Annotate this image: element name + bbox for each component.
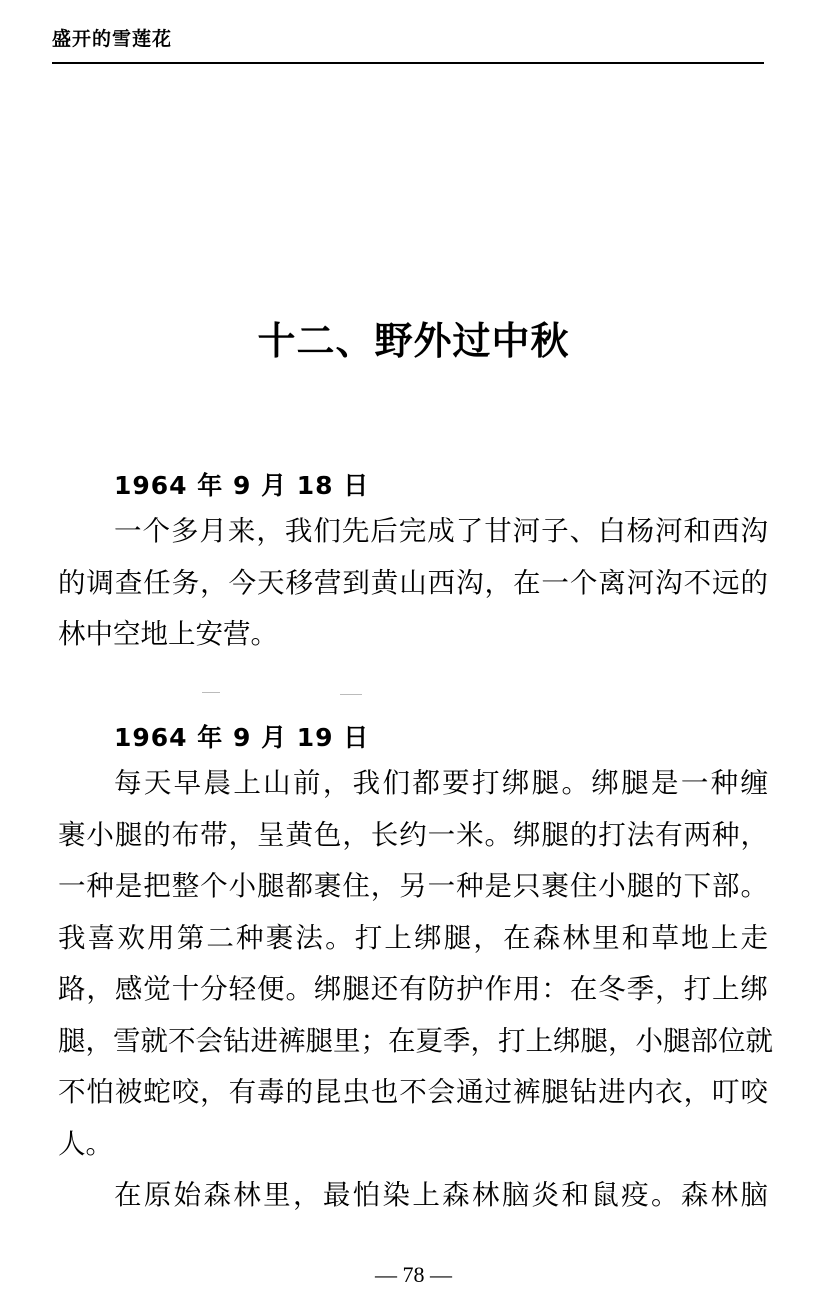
paragraph-line: 林中空地上安营。: [58, 618, 278, 650]
paragraph-line: 我喜欢用第二种裹法。打上绑腿，在森林里和草地上走: [58, 922, 768, 954]
paragraph-line: 的调查任务，今天移营到黄山西沟，在一个离河沟不远的: [58, 567, 768, 599]
paragraph-line: 路，感觉十分轻便。绑腿还有防护作用：在冬季，打上绑: [58, 973, 768, 1005]
paragraph-line: 一个多月来，我们先后完成了甘河子、白杨河和西沟: [114, 515, 768, 547]
header-rule: [52, 62, 764, 64]
entry-date: 1964 年 9 月 19 日: [114, 723, 370, 752]
page-number: — 78 —: [375, 1262, 452, 1287]
paragraph-line: 在原始森林里，最怕染上森林脑炎和鼠疫。森林脑: [114, 1179, 768, 1211]
print-speck: [340, 694, 362, 695]
print-speck: [202, 692, 220, 693]
paragraph-line: 每天早晨上山前，我们都要打绑腿。绑腿是一种缠: [114, 767, 768, 799]
paragraph-line: 人。: [58, 1128, 113, 1160]
paragraph-line: 腿，雪就不会钻进裤腿里；在夏季，打上绑腿，小腿部位就: [58, 1025, 773, 1057]
running-head-book-title: 盛开的雪莲花: [52, 28, 173, 50]
paragraph-line: 不怕被蛇咬，有毒的昆虫也不会通过裤腿钻进内衣，叮咬: [58, 1076, 768, 1108]
paragraph-line: 裹小腿的布带，呈黄色，长约一米。绑腿的打法有两种，: [58, 819, 768, 851]
paragraph-line: 一种是把整个小腿都裹住，另一种是只裹住小腿的下部。: [58, 870, 768, 902]
entry-date: 1964 年 9 月 18 日: [114, 471, 370, 500]
chapter-title: 十二、野外过中秋: [257, 318, 570, 363]
